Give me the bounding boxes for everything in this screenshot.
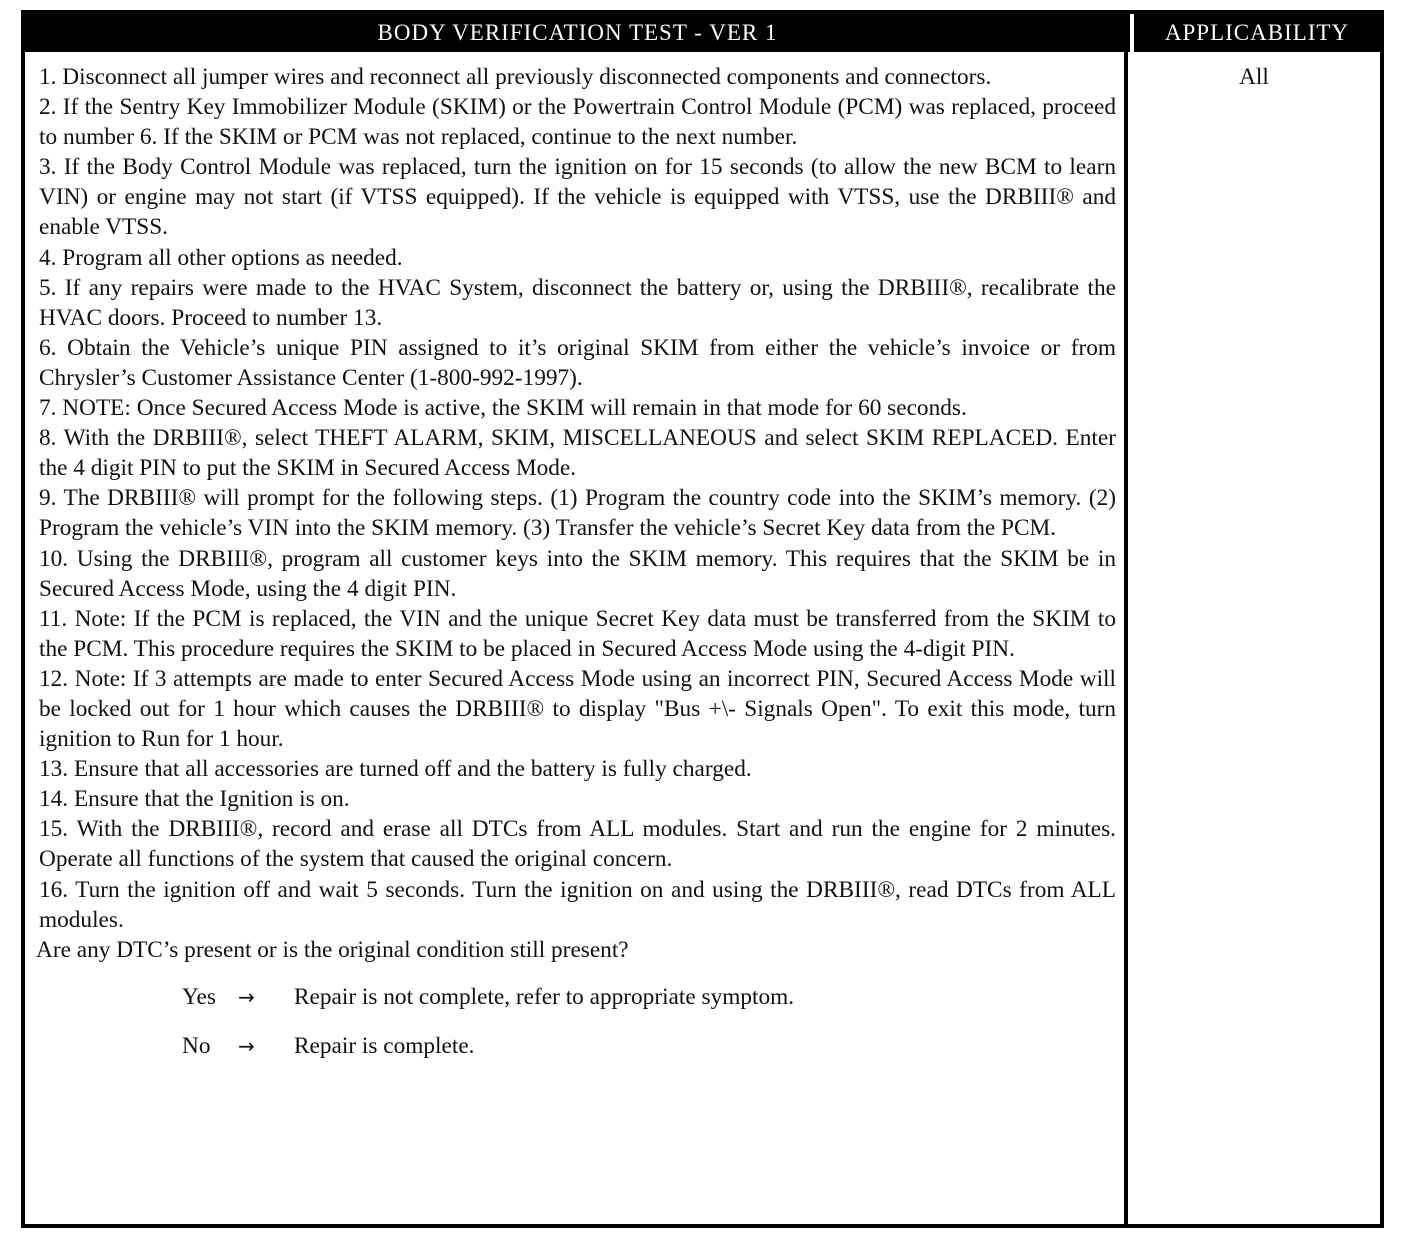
step-6: 6. Obtain the Vehicle’s unique PIN assigned to it’s original SKIM from either the vehicle’s invoice or from Chrysler’s Customer Assistance Center (1-800-992-1997). xyxy=(39,334,1116,391)
step-13: 13. Ensure that all accessories are turned off and the battery is fully charged. xyxy=(39,756,752,783)
step-4: 4. Program all other options as needed. xyxy=(39,244,403,271)
step-9: 9. The DRBIII® will prompt for the following steps. (1) Program the country code into the SKIM’s memory. (2) Program the vehicle’s VIN into the SKIM memory. (3) Transfer the vehicle’s Secret Key data from the PCM. xyxy=(39,485,1116,542)
answer-yes-label: Yes xyxy=(182,983,216,1010)
step-11: 11. Note: If the PCM is replaced, the VIN and the unique Secret Key data must be transferred from the SKIM to the PCM. This procedure requires the SKIM to be placed in Secured Access Mode using the 4-digit PIN. xyxy=(39,605,1116,662)
step-1: 1. Disconnect all jumper wires and reconnect all previously disconnected components and connectors. xyxy=(39,64,992,90)
applicability-cell xyxy=(1128,52,1380,1224)
arrow-right-icon: → xyxy=(238,1033,255,1058)
answer-list xyxy=(182,982,1116,1080)
step-16: 16. Turn the ignition off and wait 5 seconds. Turn the ignition on and using the DRBIII®, read DTCs from ALL modules. xyxy=(39,876,1116,933)
step-3: 3. If the Body Control Module was replaced, turn the ignition on for 15 seconds (to allow the new BCM to learn VIN) or engine may not start (if VTSS equipped). If the vehicle is equipped with VTSS, use the DRBIII® and enable VTSS. xyxy=(39,154,1116,241)
step-10: 10. Using the DRBIII®, program all customer keys into the SKIM memory. This requires that the SKIM be in Secured Access Mode, using the 4 digit PIN. xyxy=(39,545,1116,602)
table-title: BODY VERIFICATION TEST - VER 1 xyxy=(377,20,778,45)
question: Are any DTC’s present or is the original condition still present? xyxy=(36,936,629,963)
applicability-value: All xyxy=(1239,64,1269,90)
answer-yes-text: Repair is not complete, refer to appropriate symptom. xyxy=(294,983,795,1010)
procedure-cell xyxy=(25,52,1128,1224)
table-body xyxy=(25,52,1380,1224)
step-14: 14. Ensure that the Ignition is on. xyxy=(39,786,350,813)
step-15: 15. With the DRBIII®, record and erase all DTCs from ALL modules. Start and run the engine for 2 minutes. Operate all functions of the system that caused the original concern. xyxy=(39,816,1116,873)
step-12: 12. Note: If 3 attempts are made to enter Secured Access Mode using an incorrect PIN, Secured Access Mode will be locked out for 1 hour which causes the DRBIII® to display "Bus +\- Signals Open". To exit this mode, turn ignition to Run for 1 hour. xyxy=(39,665,1116,753)
verification-table xyxy=(21,10,1384,1228)
answer-no-label: No xyxy=(182,1032,211,1059)
arrow-right-icon: → xyxy=(238,984,255,1009)
table-header xyxy=(25,14,1380,52)
step-2: 2. If the Sentry Key Immobilizer Module (SKIM) or the Powertrain Control Module (PCM) was replaced, proceed to number 6. If the SKIM or PCM was not replaced, continue to the next number. xyxy=(39,94,1116,151)
answer-no-text: Repair is complete. xyxy=(294,1032,475,1059)
answer-no xyxy=(182,1031,1116,1080)
step-7: 7. NOTE: Once Secured Access Mode is active, the SKIM will remain in that mode for 60 seconds. xyxy=(39,395,967,422)
applicability-header: APPLICABILITY xyxy=(1130,14,1380,52)
answer-yes xyxy=(182,982,1116,1031)
step-8: 8. With the DRBIII®, select THEFT ALARM, SKIM, MISCELLANEOUS and select SKIM REPLACED. Enter the 4 digit PIN to put the SKIM in Secured Access Mode. xyxy=(39,425,1116,482)
step-5: 5. If any repairs were made to the HVAC System, disconnect the battery or, using the DRBIII®, recalibrate the HVAC doors. Proceed to number 13. xyxy=(39,274,1116,331)
